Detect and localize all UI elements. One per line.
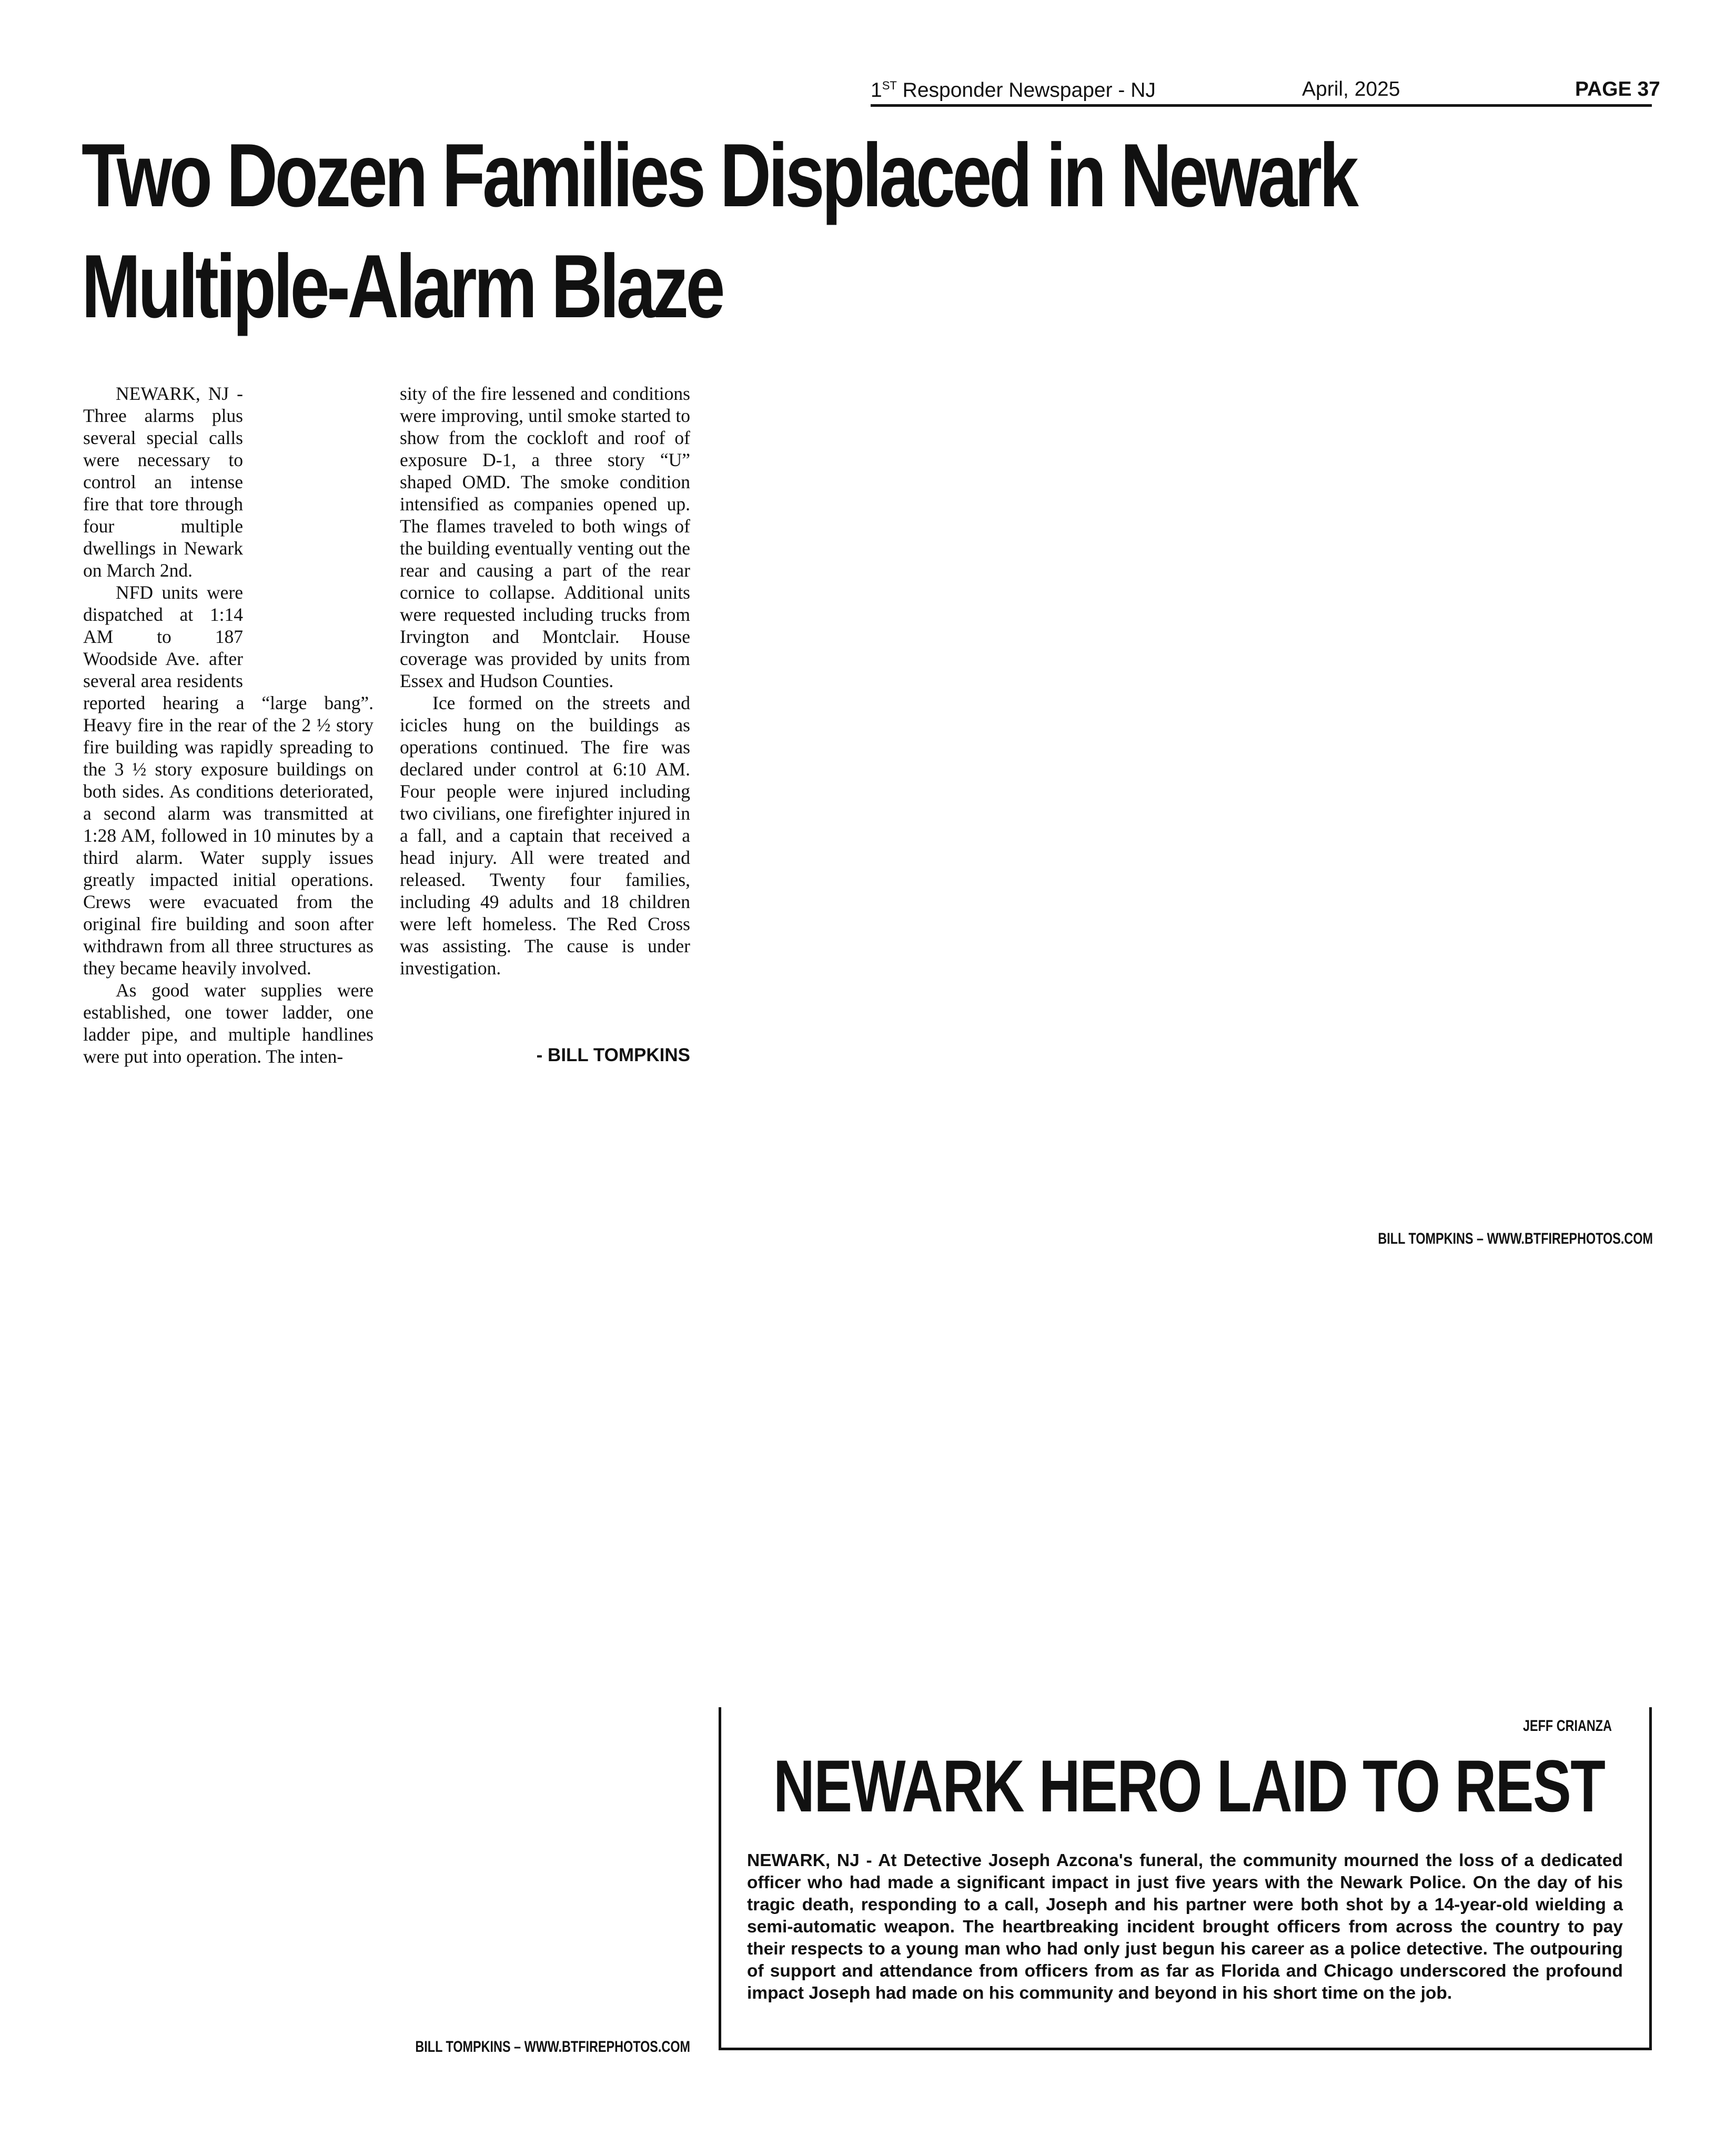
- photo-credit: JEFF CRIANZA: [1523, 1717, 1612, 1735]
- article-paragraph: Ice formed on the streets and icicles hung on the buildings as operations continued. The fire was declared under control at 6:10 AM. Four people were injured including two civilians, one firefighter injured in a fall, and a captain that received a head injury. All were treated and released. Twenty four families, including 49 adults and 18 children were left homeless. The Red Cross was assisting. The cause is under investigation.: [400, 692, 690, 979]
- photo-credit: BILL TOMPKINS – WWW.BTFIREPHOTOS.COM: [1378, 1230, 1653, 1247]
- article-byline: - BILL TOMPKINS: [536, 1045, 690, 1065]
- article-column-2: [400, 382, 690, 979]
- article-paragraph: NEWARK, NJ - Three alarms plus several special calls were necessary to control an intense fire that tore through four multiple dwellings in Newark on March 2nd.: [83, 382, 374, 581]
- issue-date: April, 2025: [1302, 78, 1400, 100]
- article-headline: [82, 120, 1356, 342]
- header-rule: [871, 104, 1652, 107]
- box-body-text: NEWARK, NJ - At Detective Joseph Azcona's funeral, the community mourned the loss of a dedicated officer who had made a significant impact in just five years with the Newark Police. On the day of his tragic death, responding to a call, Joseph and his partner were both shot by a 14-year-old wielding a semi-automatic weapon. The heartbreaking incident brought officers from across the country to pay their respects to a young man who had only just begun his career as a police detective. The outpouring of support and attendance from officers from as far as Florida and Chicago underscored the profound impact Joseph had made on his community and beyond in his short time on the job.: [747, 1851, 1623, 2003]
- photo-credit: BILL TOMPKINS – WWW.BTFIREPHOTOS.COM: [415, 2038, 690, 2056]
- headline-line-2: Multiple-Alarm Blaze: [82, 236, 723, 337]
- headline-line-1: Two Dozen Families Displaced in Newark: [82, 125, 1356, 226]
- page-number: PAGE 37: [1575, 78, 1660, 100]
- article-column-1: [83, 382, 374, 1067]
- publication-name: 1ST Responder Newspaper - NJ: [871, 79, 1156, 102]
- article-paragraph: NFD units were dispatched at 1:14 AM to 187 Woodside Ave. after several area residents reported hearing a “large bang”. Heavy fire in the rear of the 2 ½ story fire building was rapidly spreading to the 3 ½ story exposure buildings on both sides. As conditions deteriorated, a second alarm was transmitted at 1:28 AM, followed in 10 minutes by a third alarm. Water supply issues greatly impacted initial operations. Crews were evacuated from the original fire building and soon after withdrawn from all three structures as they became heavily involved.: [83, 582, 374, 979]
- article-paragraph: sity of the fire lessened and conditions were improving, until smoke started to show from the cockloft and roof of exposure D-1, a three story “U” shaped OMD. The smoke condition intensified as companies opened up. The flames traveled to both wings of the building eventually venting out the rear and causing a part of the rear cornice to collapse. Additional units were requested including trucks from Irvington and Montclair. House coverage was provided by units from Essex and Hudson Counties.: [400, 383, 690, 691]
- box-headline: NEWARK HERO LAID TO REST: [773, 1745, 1605, 1827]
- article-paragraph: As good water supplies were established, one tower ladder, one ladder pipe, and multiple handlines were put into operation. The inten-: [83, 980, 374, 1067]
- photo-placeholder: [247, 382, 374, 689]
